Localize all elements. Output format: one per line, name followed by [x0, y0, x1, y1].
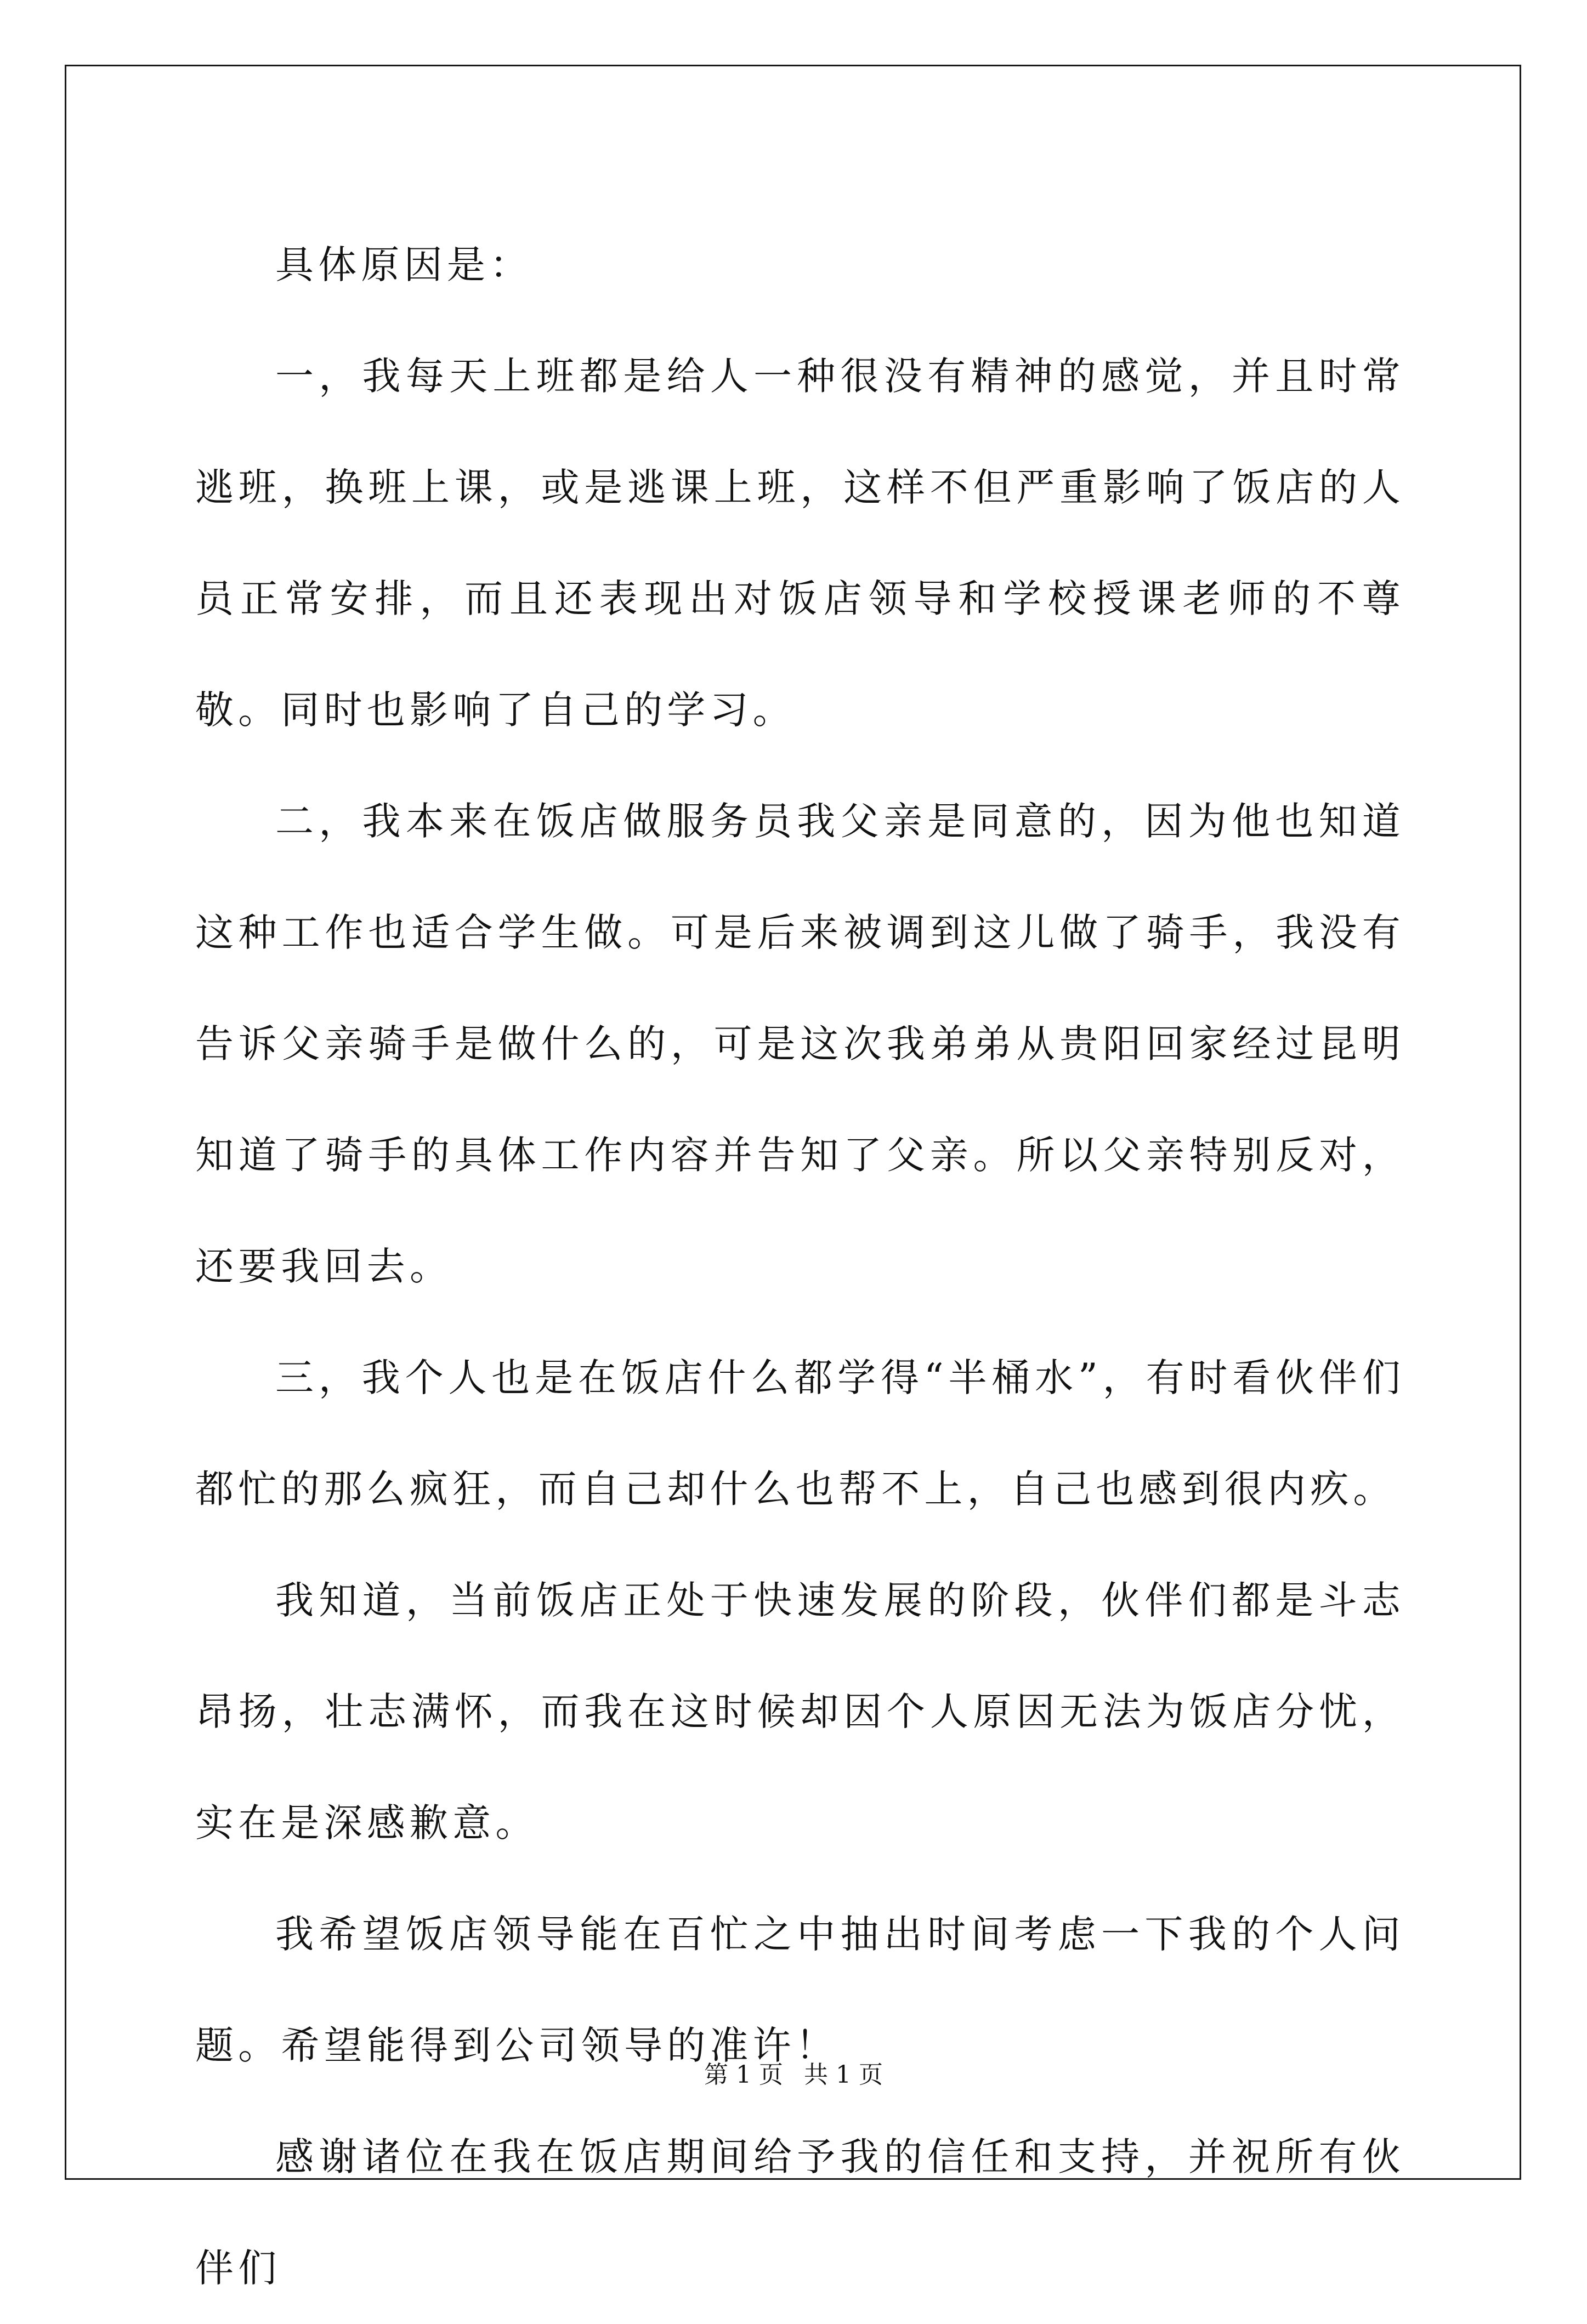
paragraph-reasons-intro: 具体原因是：	[275, 242, 533, 287]
paragraph-reason-three: 三，我个人也是在饭店什么都学得“半桶水”，有时看伙伴们都忙的那么疯狂，而自己却什么也帮不上，自己也感到很内疚。	[195, 1355, 1405, 1512]
paragraph-apology: 我知道，当前饭店正处于快速发展的阶段，伙伴们都是斗志昂扬，壮志满怀，而我在这时候却因个人原因无法为饭店分忧，实在是深感歉意。	[195, 1578, 1405, 1845]
paragraph-request: 我希望饭店领导能在百忙之中抽出时间考虑一下我的个人问题。希望能得到公司领导的准许！	[195, 1912, 1405, 2068]
page-footer	[0, 2059, 1587, 2092]
page-number: 第 1 页	[704, 2061, 783, 2089]
paragraph-thanks: 感谢诸位在我在饭店期间给予我的信任和支持，并祝所有伙伴们	[195, 2134, 1405, 2291]
document-body	[195, 209, 1405, 2324]
page-count: 共 1 页	[804, 2061, 883, 2089]
paragraph-reason-two: 二，我本来在饭店做服务员我父亲是同意的，因为他也知道这种工作也适合学生做。可是后来被调到这儿做了骑手，我没有告诉父亲骑手是做什么的，可是这次我弟弟从贵阳回家经过昆明知道了骑手的具体工作内容并告知了父亲。所以父亲特别反对，还要我回去。	[195, 799, 1405, 1289]
paragraph-reason-one: 一，我每天上班都是给人一种很没有精神的感觉，并且时常逃班，换班上课，或是逃课上班，这样不但严重影响了饭店的人员正常安排，而且还表现出对饭店领导和学校授课老师的不尊敬。同时也影响了自己的学习。	[195, 354, 1405, 732]
